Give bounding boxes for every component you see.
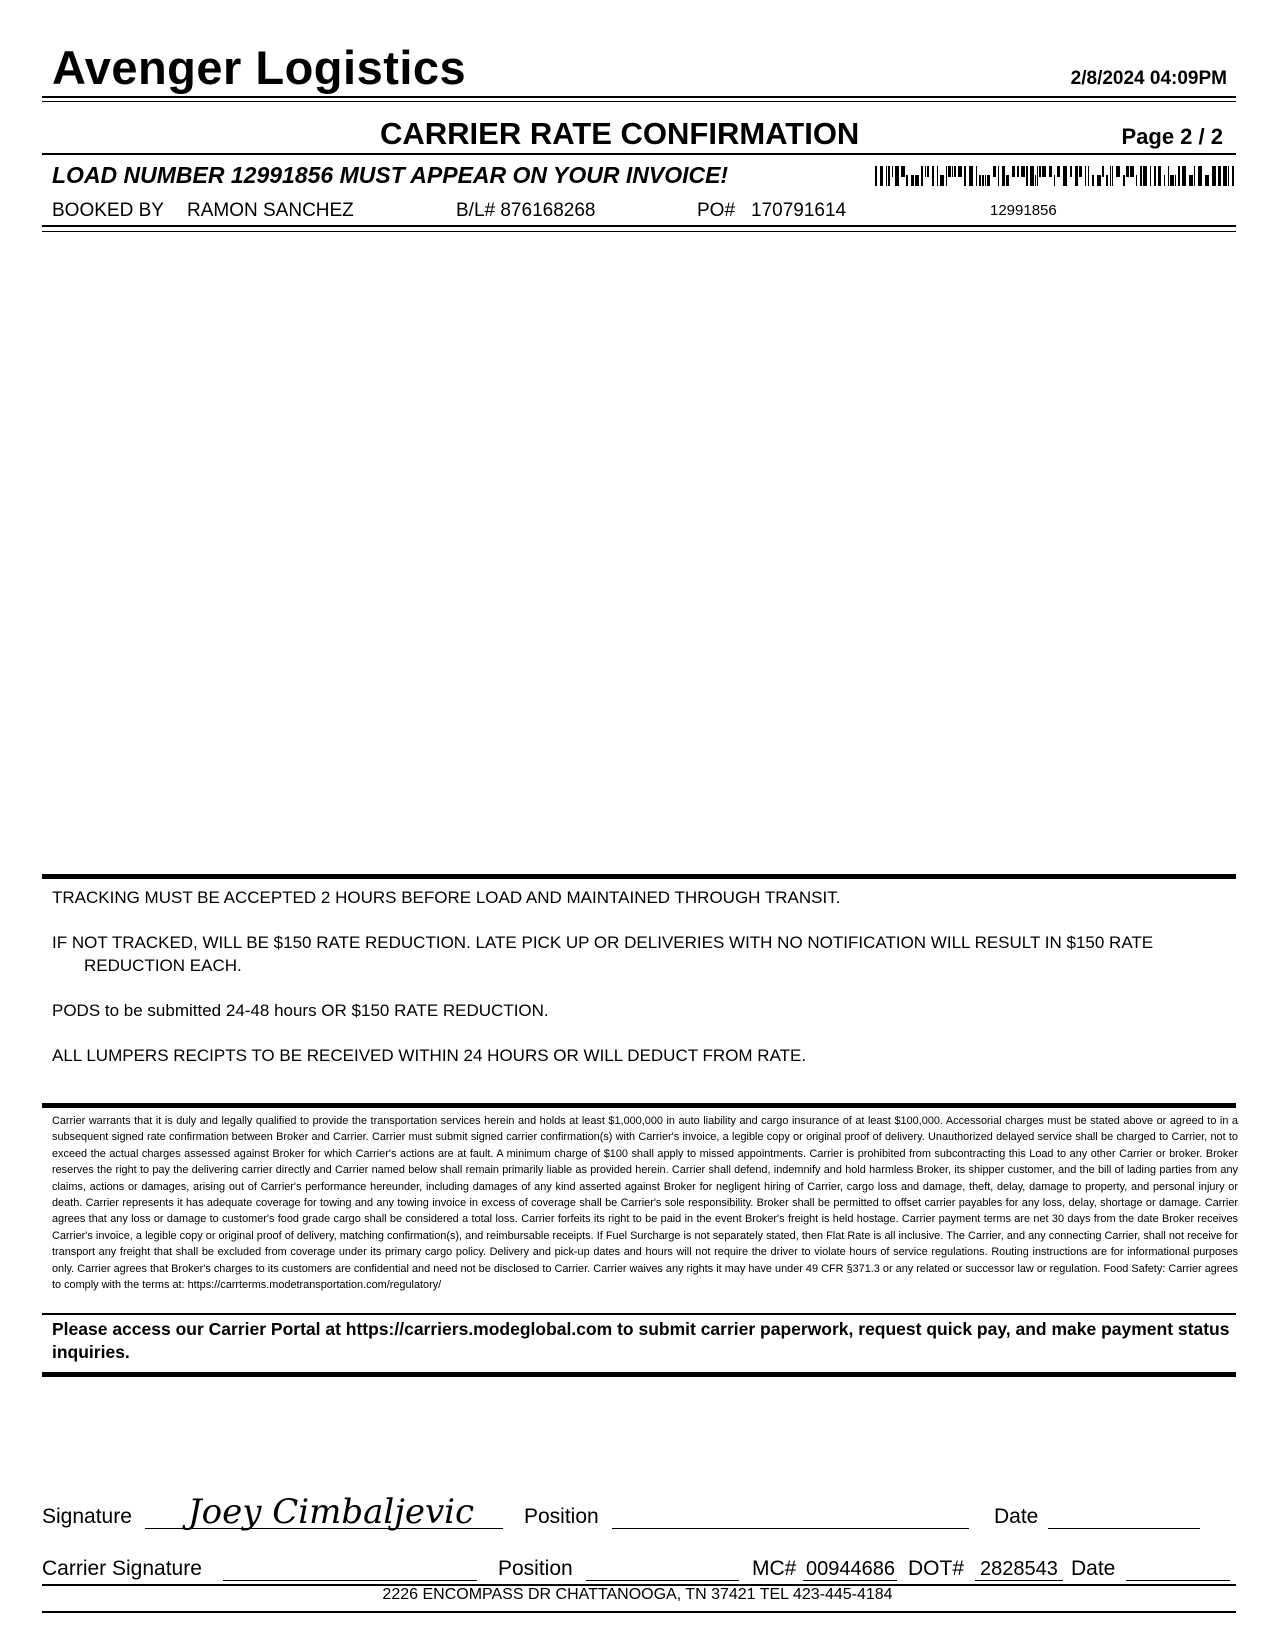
- barcode-bar: [921, 166, 923, 186]
- barcode-bar: [969, 166, 973, 186]
- barcode-bar: [915, 175, 919, 186]
- title-rule: [42, 153, 1236, 155]
- barcode-bar: [1102, 166, 1104, 177]
- barcode-bar: [1232, 166, 1234, 186]
- barcode-bar: [1182, 166, 1186, 186]
- barcode-bar: [1140, 166, 1142, 186]
- barcode-bar: [1085, 166, 1086, 186]
- header-rule-top: [42, 96, 1236, 98]
- barcode-bar: [1189, 175, 1193, 186]
- barcode-bar: [1164, 175, 1165, 186]
- barcode-bar: [1075, 166, 1078, 186]
- barcode-bar: [1039, 166, 1041, 177]
- barcode-bar: [1212, 166, 1216, 186]
- barcode-bar: [1228, 166, 1229, 186]
- date-label: Date: [994, 1505, 1039, 1528]
- barcode-bar: [1205, 175, 1209, 186]
- barcode-bar: [937, 166, 938, 186]
- barcode-bar: [927, 166, 929, 177]
- barcode-bar: [1054, 175, 1055, 186]
- barcode-bar: [1223, 166, 1227, 186]
- barcode-bar: [886, 166, 887, 186]
- portal-bottom-rule: [42, 1372, 1236, 1377]
- barcode-bar: [946, 166, 947, 186]
- barcode-number: 12991856: [990, 202, 1057, 219]
- signature-label: Signature: [42, 1505, 132, 1528]
- barcode-bar: [952, 166, 953, 177]
- barcode-bar: [1037, 166, 1038, 186]
- terms-section: [52, 886, 1232, 1089]
- barcode-bar: [987, 175, 990, 186]
- barcode-bar: [901, 166, 905, 177]
- barcode-bar: [1049, 166, 1052, 177]
- footer-bottom-rule: [42, 1611, 1236, 1613]
- terms-line-lumpers: ALL LUMPERS RECIPTS TO BE RECEIVED WITHIN 24 HOURS OR WILL DEDUCT FROM RATE.: [52, 1046, 807, 1065]
- load-number-notice: LOAD NUMBER 12991856 MUST APPEAR ON YOUR INVOICE!: [52, 162, 729, 188]
- position-line[interactable]: [612, 1528, 969, 1529]
- po-value: 170791614: [751, 200, 847, 221]
- barcode-bar: [948, 166, 951, 177]
- position-label: Position: [524, 1505, 599, 1528]
- barcode-bar: [1092, 175, 1094, 186]
- mc-value: 00944686: [806, 1558, 895, 1580]
- print-datetime: 2/8/2024 04:09PM: [1070, 68, 1227, 89]
- dot-value: 2828543: [980, 1558, 1058, 1580]
- barcode-bar: [875, 166, 877, 186]
- barcode-bar: [1070, 166, 1072, 177]
- barcode-bar: [1063, 166, 1067, 186]
- carrier-date-line[interactable]: [1126, 1580, 1230, 1581]
- barcode-bar: [895, 166, 899, 186]
- barcode-bar: [976, 166, 977, 186]
- barcode-bar: [1143, 166, 1147, 186]
- dot-label: DOT#: [908, 1557, 965, 1580]
- barcode-bar: [1130, 166, 1134, 177]
- barcode-bar: [993, 166, 996, 177]
- barcode-bar: [1002, 166, 1005, 186]
- barcode-bar: [998, 166, 999, 186]
- barcode-bar: [1106, 175, 1108, 186]
- carrier-position-label: Position: [498, 1557, 573, 1580]
- barcode-bar: [1057, 166, 1060, 177]
- page-number: Page 2 / 2: [1121, 124, 1223, 149]
- date-line[interactable]: [1048, 1528, 1200, 1529]
- carrier-signature-line[interactable]: [223, 1580, 477, 1581]
- barcode-bar: [1178, 166, 1180, 186]
- carrier-position-line[interactable]: [586, 1580, 739, 1581]
- barcode-bar: [1218, 166, 1221, 186]
- barcode-bar: [1126, 166, 1129, 177]
- carrier-date-label: Date: [1071, 1557, 1116, 1580]
- barcode-bar: [1123, 175, 1125, 186]
- barcode-bar: [964, 166, 966, 186]
- barcode-bar: [1012, 166, 1015, 177]
- barcode-bar: [1035, 175, 1036, 186]
- company-name: Avenger Logistics: [52, 41, 467, 94]
- barcode-bar: [1154, 166, 1156, 186]
- bill-of-lading: B/L# 876168268: [456, 200, 596, 221]
- barcode-bar: [958, 166, 962, 177]
- barcode-bar: [1006, 175, 1009, 186]
- legal-top-rule: [42, 1103, 1236, 1108]
- barcode-bar: [1042, 166, 1046, 177]
- booked-by-label: BOOKED BY: [52, 200, 164, 221]
- barcode-bar: [1150, 166, 1151, 186]
- barcode-bar: [1021, 166, 1025, 177]
- legal-terms: Carrier warrants that it is duly and legally qualified to provide the transportation services herein and holds at least $1,000,000 in auto liability and cargo insurance of at least $100,000. Accessorial charges must be stated above or agreed to in a subsequent signed rate confirmation between Broker and Carrier. Carrier must submit signed carrier confirmation(s) with Carrier's invoice, a legible copy or original proof of delivery. Unauthorized delayed service shall be charged to Carrier, not to exceed the actual charges assessed against Broker for which Carrier's actions are at fault. A minimum charge of $100 shall apply to missed appointments. Carrier is prohibited from subcontracting this Load to any other Carrier or broker. Broker reserves the right to pay the delivering carrier directly and Carrier named below shall remain primarily liable as provided herein. Carrier shall defend, indemnify and hold harmless Broker, its shipper customer, and the bill of lading parties from any claims, actions or damages, arising out of Carrier's performance hereunder, including damages of any kind asserted against Broker for negligent hiring of Carrier, cargo loss and damage, theft, delay, damage to property, and personal injury or death. Carrier represents it has adequate coverage for towing and any towing invoice in excess of coverage shall be Carrier's sole responsibility. Broker shall be permitted to offset carrier payables for any loss, delay, shortage or damage. Carrier agrees that any loss or damage to customer's food grade cargo shall be considered a total loss. Carrier forfeits its right to be paid in the event Broker's freight is held hostage. Carrier payment terms are net 30 days from the date Broker receives Carrier's invoice, a legible copy or original proof of delivery, matching confirmation(s), and reimbursable receipts. If Fuel Surcharge is not separately stated, then Flat Rate is all inclusive. The Carrier, and any connecting Carrier, shall not receive for transport any freight that shall be excluded from coverage under its primary cargo policy. Delivery and pick-up dates and hours will not require the driver to violate hours of service regulations. Routing instructions are for informational purposes only. Carrier agrees that Broker's charges to its customers are confidential and need not be disclosed to Carrier. Carrier waives any rights it may have under 49 CFR §371.3 or any related or successor law or regulation. Food Safety: Carrier agrees to comply with the terms at: https://carrterms.modetransportation.com/regulatory/: [52, 1115, 1238, 1292]
- company-address: 2226 ENCOMPASS DR CHATTANOOGA, TN 37421 TEL 423-445-4184: [382, 1586, 893, 1603]
- barcode-bar: [1079, 166, 1082, 177]
- barcode-bar: [982, 175, 984, 186]
- carrier-signature-label: Carrier Signature: [42, 1557, 202, 1580]
- barcode-bar: [1030, 166, 1034, 186]
- booked-by-value: RAMON SANCHEZ: [187, 200, 354, 221]
- terms-line-pods: PODS to be submitted 24-48 hours OR $150 RATE REDUCTION.: [52, 1001, 549, 1020]
- document-title: CARRIER RATE CONFIRMATION: [380, 116, 860, 151]
- terms-line-tracking: TRACKING MUST BE ACCEPTED 2 HOURS BEFORE LOAD AND MAINTAINED THROUGH TRANSIT.: [52, 888, 841, 907]
- barcode-bar: [1168, 166, 1169, 186]
- carrier-portal-notice: Please access our Carrier Portal at https://carriers.modeglobal.com to submit carrier paperwork, request quick pay, and make payment status inquiries.: [52, 1319, 1230, 1362]
- barcode-bar: [925, 166, 926, 177]
- barcode-bar: [880, 166, 883, 186]
- terms-top-rule: [42, 874, 1236, 879]
- po-label: PO#: [697, 200, 736, 221]
- barcode-bar: [1194, 166, 1195, 186]
- barcode-bar: [1175, 175, 1176, 186]
- barcode-bar: [1116, 166, 1120, 177]
- barcode-bar: [1170, 175, 1174, 186]
- barcode-bar: [888, 166, 890, 186]
- barcode-bar: [940, 175, 944, 186]
- meta-rule-thin: [42, 231, 1236, 232]
- barcode-bar: [911, 175, 914, 186]
- barcode-image: [875, 166, 1236, 186]
- barcode-bar: [932, 166, 934, 186]
- terms-line-rate-reduction: IF NOT TRACKED, WILL BE $150 RATE REDUCTION. LATE PICK UP OR DELIVERIES WITH NO NOTIFICATION WILL RESULT IN $150 RATE REDUCTION EACH.: [52, 933, 1154, 975]
- barcode-bar: [954, 166, 956, 177]
- barcode-bar: [1017, 166, 1019, 177]
- legal-bottom-rule: [42, 1313, 1236, 1315]
- barcode-bar: [1110, 166, 1111, 186]
- barcode-bar: [1158, 166, 1161, 186]
- barcode-bar: [892, 166, 893, 177]
- barcode-bar: [906, 175, 908, 186]
- barcode-bar: [985, 175, 986, 186]
- mc-label: MC#: [752, 1557, 797, 1580]
- header-rule-top-thin: [42, 101, 1236, 102]
- barcode-bar: [1097, 175, 1101, 186]
- meta-rule: [42, 225, 1236, 227]
- barcode-bar: [1136, 175, 1137, 186]
- barcode-bar: [1112, 166, 1113, 186]
- barcode-bar: [1198, 166, 1202, 186]
- barcode-bar: [1088, 166, 1089, 186]
- barcode-bar: [1026, 166, 1028, 186]
- barcode-bar: [979, 175, 981, 186]
- handwritten-signature: Joey Cimbaljevic: [188, 1492, 475, 1532]
